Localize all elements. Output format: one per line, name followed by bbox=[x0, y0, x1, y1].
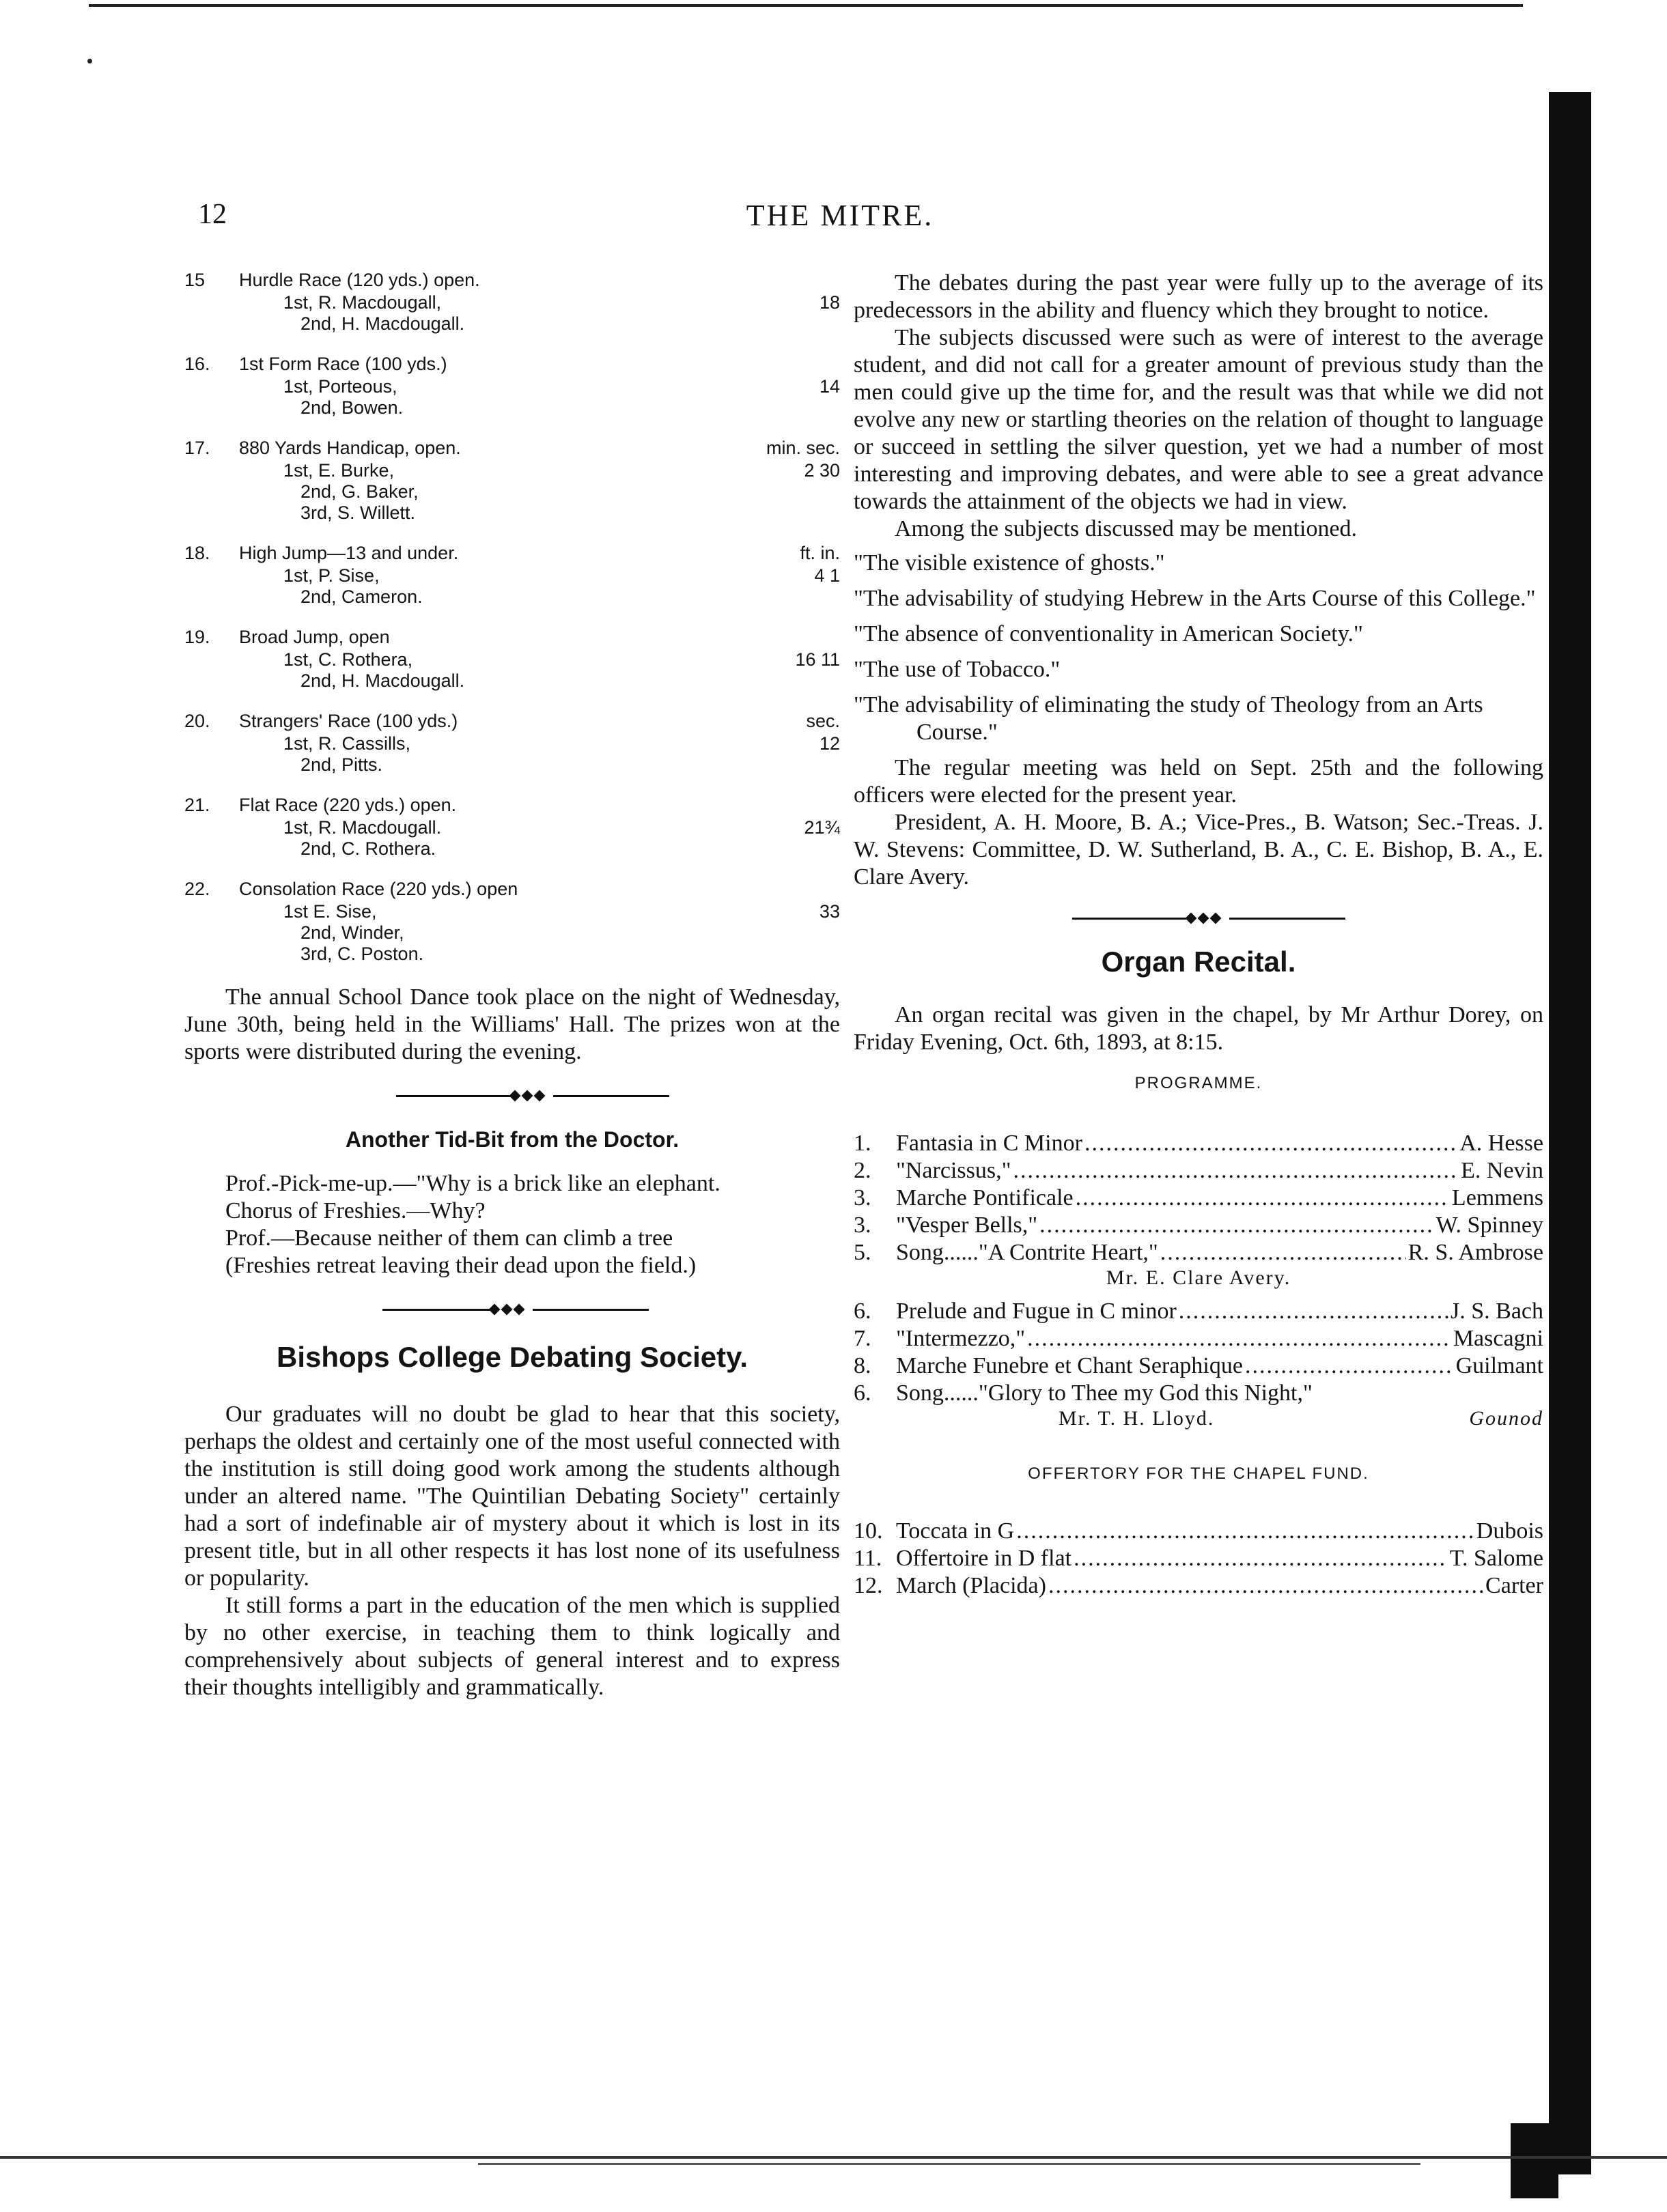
sports-event bbox=[184, 270, 840, 335]
event-number: 20. bbox=[184, 711, 210, 731]
debating-continued: The debates during the past year were fully up to the average of its predecessors in the ability and fluency which they brought to notice. bbox=[854, 270, 1543, 323]
officers-paragraph: President, A. H. Moore, B. A.; Vice-Pres., B. Watson; Sec.-Treas. J. W. Stevens: Committee, D. W. Sutherland, B. A., C. E. Bishop, B. A., E. Clare Avery. bbox=[854, 810, 1543, 890]
right-column bbox=[854, 270, 1543, 1600]
sports-event bbox=[184, 795, 840, 860]
programme-item bbox=[854, 1212, 1543, 1239]
sports-event bbox=[184, 711, 840, 776]
item-number: 11. bbox=[854, 1546, 882, 1571]
item-number: 8. bbox=[854, 1353, 871, 1378]
composer: Dubois bbox=[1476, 1518, 1543, 1544]
leader-dots bbox=[1039, 1212, 1433, 1239]
event-title: 880 Yards Handicap, open. bbox=[239, 438, 461, 458]
tidbit-line: Prof.-Pick-me-up.—"Why is a brick like an elephant. bbox=[225, 1171, 720, 1196]
programme-item bbox=[854, 1130, 1543, 1157]
placing: 2nd, Bowen. bbox=[300, 397, 404, 418]
page-number: 12 bbox=[198, 199, 227, 230]
placing: 1st, C. Rothera, bbox=[283, 649, 413, 670]
leader-dots bbox=[1074, 1545, 1448, 1572]
piece-title: Marche Funebre et Chant Seraphique bbox=[896, 1353, 1243, 1378]
composer: J. S. Bach bbox=[1451, 1299, 1543, 1324]
journal-title: THE MITRE. bbox=[746, 199, 934, 232]
placing: 1st, R. Macdougall. bbox=[283, 817, 442, 838]
item-number: 1. bbox=[854, 1131, 871, 1156]
result: 18 bbox=[819, 292, 840, 313]
piece-title: Song......"A Contrite Heart," bbox=[896, 1240, 1158, 1265]
placing: 2nd, C. Rothera. bbox=[300, 838, 436, 859]
composer: W. Spinney bbox=[1435, 1213, 1543, 1238]
placing: 2nd, Pitts. bbox=[300, 754, 383, 775]
performer-b: Mr. T. H. Lloyd. bbox=[1059, 1407, 1215, 1430]
tidbit-line: Prof.—Because neither of them can climb a tree bbox=[225, 1225, 673, 1251]
event-number: 18. bbox=[184, 543, 210, 563]
item-number: 2. bbox=[854, 1158, 871, 1183]
composer: Lemmens bbox=[1451, 1185, 1543, 1210]
piece-title: Toccata in G bbox=[896, 1518, 1015, 1544]
programme-item bbox=[854, 1380, 1543, 1407]
debating-title: Bishops College Debating Society. bbox=[276, 1341, 748, 1373]
tidbit-line: (Freshies retreat leaving their dead upon the field.) bbox=[225, 1253, 697, 1278]
programme-list-a bbox=[854, 1130, 1543, 1266]
composer: E. Nevin bbox=[1461, 1158, 1543, 1183]
placing: 3rd, S. Willett. bbox=[300, 502, 416, 523]
leader-dots bbox=[1160, 1239, 1406, 1266]
leader-dots bbox=[1245, 1352, 1454, 1380]
programme-item bbox=[854, 1572, 1543, 1600]
placing: 1st, R. Cassills, bbox=[283, 733, 411, 754]
event-number: 19. bbox=[184, 627, 210, 647]
placing: 1st E. Sise, bbox=[283, 901, 377, 922]
placing: 1st, E. Burke, bbox=[283, 460, 395, 481]
piece-title: "Intermezzo," bbox=[896, 1326, 1026, 1351]
debating-paragraph: It still forms a part in the education of the men which is supplied by no other exercise, in teaching them to think logically and comprehensively about subjects of general interest and to express their thoughts intelligibly and grammatically. bbox=[184, 1593, 840, 1700]
item-number: 12. bbox=[854, 1573, 883, 1598]
programme-item bbox=[854, 1239, 1543, 1266]
debating-paragraph: Our graduates will no doubt be glad to hear that this society, perhaps the oldest and certainly one of the most useful connected with the institution is still doing good work among the students although under an altered name. "The Quintilian Debating Society" certainly had a sort of indefinable air of mystery about it which is lost in its present title, but in all other respects it has lost none of its usefulness or popularity. bbox=[184, 1402, 840, 1591]
event-number: 15 bbox=[184, 270, 206, 290]
placing: 1st, P. Sise, bbox=[283, 565, 380, 586]
event-title: Flat Race (220 yds.) open. bbox=[239, 795, 457, 815]
sports-event bbox=[184, 543, 840, 608]
placing: 2nd, G. Baker, bbox=[300, 481, 419, 502]
event-title: 1st Form Race (100 yds.) bbox=[239, 354, 447, 374]
sports-results bbox=[184, 270, 840, 965]
piece-title: Marche Pontificale bbox=[896, 1185, 1074, 1210]
programme-heading: PROGRAMME. bbox=[1134, 1074, 1263, 1092]
binding-edge bbox=[1549, 92, 1591, 2174]
offertory-heading: OFFERTORY FOR THE CHAPEL FUND. bbox=[1028, 1464, 1369, 1483]
placing: 3rd, C. Poston. bbox=[300, 944, 424, 964]
event-unit: sec. bbox=[806, 711, 840, 731]
section-divider bbox=[854, 909, 1543, 929]
leader-dots bbox=[1013, 1157, 1459, 1185]
programme-item bbox=[854, 1325, 1543, 1352]
item-number: 7. bbox=[854, 1326, 871, 1351]
event-title: Broad Jump, open bbox=[239, 627, 390, 647]
event-title: High Jump—13 and under. bbox=[239, 543, 459, 563]
bottom-border-line-2 bbox=[478, 2163, 1420, 2165]
bottom-border-line bbox=[0, 2156, 1667, 2159]
item-number: 3. bbox=[854, 1213, 871, 1238]
event-number: 22. bbox=[184, 879, 210, 899]
tidbit-title: Another Tid-Bit from the Doctor. bbox=[345, 1127, 680, 1152]
programme-item bbox=[854, 1157, 1543, 1185]
section-divider bbox=[184, 1086, 840, 1107]
item-number: 6. bbox=[854, 1380, 871, 1406]
debating-continued: The subjects discussed were such as were of interest to the average student, and did not call for a greater amount of previous study than the men could give up the time for, and the result was that while we did not evolve any new or startling theories on the relation of thought to language or succeed in settling the silver question, yet we had a number of most interesting and improving debates, and were able to see a great advance towards the attainment of the objects we had in view. bbox=[854, 325, 1543, 514]
event-number: 16. bbox=[184, 354, 210, 374]
meeting-paragraph: The regular meeting was held on Sept. 25th and the following officers were elected for the present year. bbox=[854, 755, 1543, 808]
tidbit-line: Chorus of Freshies.—Why? bbox=[225, 1198, 486, 1223]
sports-event bbox=[184, 354, 840, 419]
event-unit: ft. in. bbox=[800, 543, 840, 563]
result: 14 bbox=[819, 376, 840, 397]
composer: T. Salome bbox=[1449, 1546, 1543, 1571]
event-number: 17. bbox=[184, 438, 210, 458]
tidbit-dialog bbox=[184, 1170, 840, 1279]
leader-dots bbox=[1016, 1518, 1474, 1545]
result: 21¾ bbox=[804, 817, 840, 838]
programme-item bbox=[854, 1352, 1543, 1380]
performer-b-row bbox=[854, 1407, 1543, 1430]
leader-dots bbox=[1076, 1185, 1450, 1212]
performer-b-composer: Gounod bbox=[1469, 1407, 1543, 1430]
sports-event bbox=[184, 879, 840, 965]
composer: Mascagni bbox=[1453, 1326, 1543, 1351]
debate-subject: "The absence of conventionality in American Society." bbox=[854, 621, 1363, 647]
placing: 2nd, Winder, bbox=[300, 922, 404, 943]
left-column bbox=[184, 270, 840, 1701]
organ-title: Organ Recital. bbox=[1101, 946, 1296, 978]
leader-dots bbox=[1027, 1325, 1451, 1352]
composer: R. S. Ambrose bbox=[1407, 1240, 1543, 1265]
debating-continued: Among the subjects discussed may be mentioned. bbox=[895, 516, 1358, 541]
item-number: 10. bbox=[854, 1518, 883, 1544]
placing: 1st, R. Macdougall, bbox=[283, 292, 442, 313]
composer: A. Hesse bbox=[1459, 1131, 1543, 1156]
leader-dots bbox=[1179, 1298, 1448, 1325]
result: 33 bbox=[819, 901, 840, 922]
placing: 2nd, H. Macdougall. bbox=[300, 670, 465, 691]
item-number: 3. bbox=[854, 1185, 871, 1210]
sports-event bbox=[184, 438, 840, 524]
page-header bbox=[198, 198, 1482, 239]
debate-subject: "The use of Tobacco." bbox=[854, 657, 1061, 682]
placing: 1st, Porteous, bbox=[283, 376, 397, 397]
programme-item bbox=[854, 1545, 1543, 1572]
programme-item bbox=[854, 1298, 1543, 1325]
item-number: 6. bbox=[854, 1299, 871, 1324]
programme-list-c bbox=[854, 1518, 1543, 1600]
top-border-line bbox=[89, 4, 1523, 7]
item-number: 5. bbox=[854, 1240, 871, 1265]
piece-title: Fantasia in C Minor bbox=[896, 1131, 1082, 1156]
programme-item bbox=[854, 1185, 1543, 1212]
placing: 2nd, Cameron. bbox=[300, 586, 423, 607]
result: 4 1 bbox=[814, 565, 840, 586]
piece-title: Song......"Glory to Thee my God this Night," bbox=[896, 1380, 1313, 1406]
event-number: 21. bbox=[184, 795, 210, 815]
event-title: Consolation Race (220 yds.) open bbox=[239, 879, 518, 899]
programme-list-b bbox=[854, 1298, 1543, 1407]
composer: Carter bbox=[1485, 1573, 1543, 1598]
placing: 2nd, H. Macdougall. bbox=[300, 313, 465, 334]
binding-edge-foot bbox=[1511, 2123, 1558, 2198]
section-divider bbox=[184, 1300, 840, 1320]
event-title: Strangers' Race (100 yds.) bbox=[239, 711, 458, 731]
piece-title: Prelude and Fugue in C minor bbox=[896, 1299, 1177, 1324]
programme-item bbox=[854, 1518, 1543, 1545]
ink-speck bbox=[87, 59, 92, 63]
event-unit: min. sec. bbox=[766, 438, 840, 458]
piece-title: Offertoire in D flat bbox=[896, 1546, 1072, 1571]
debate-subject: "The advisability of eliminating the study of Theology from an Arts Course." bbox=[854, 692, 1483, 745]
debate-subject: "The advisability of studying Hebrew in the Arts Course of this College." bbox=[854, 586, 1536, 611]
piece-title: March (Placida) bbox=[896, 1573, 1046, 1598]
school-dance-paragraph: The annual School Dance took place on the night of Wednesday, June 30th, being held in the Williams' Hall. The prizes won at the sports were distributed during the evening. bbox=[184, 984, 840, 1064]
performer-a: Mr. E. Clare Avery. bbox=[1106, 1266, 1291, 1289]
composer: Guilmant bbox=[1455, 1353, 1543, 1378]
event-title: Hurdle Race (120 yds.) open. bbox=[239, 270, 480, 290]
piece-title: "Narcissus," bbox=[896, 1158, 1011, 1183]
result: 16 11 bbox=[795, 649, 840, 670]
leader-dots bbox=[1048, 1572, 1483, 1600]
leader-dots bbox=[1084, 1130, 1457, 1157]
piece-title: "Vesper Bells," bbox=[896, 1213, 1038, 1238]
debate-subject: "The visible existence of ghosts." bbox=[854, 550, 1165, 576]
sports-event bbox=[184, 627, 840, 692]
result: 12 bbox=[819, 733, 840, 754]
organ-intro: An organ recital was given in the chapel, by Mr Arthur Dorey, on Friday Evening, Oct. 6th, 1893, at 8:15. bbox=[854, 1002, 1543, 1055]
result: 2 30 bbox=[804, 460, 840, 481]
